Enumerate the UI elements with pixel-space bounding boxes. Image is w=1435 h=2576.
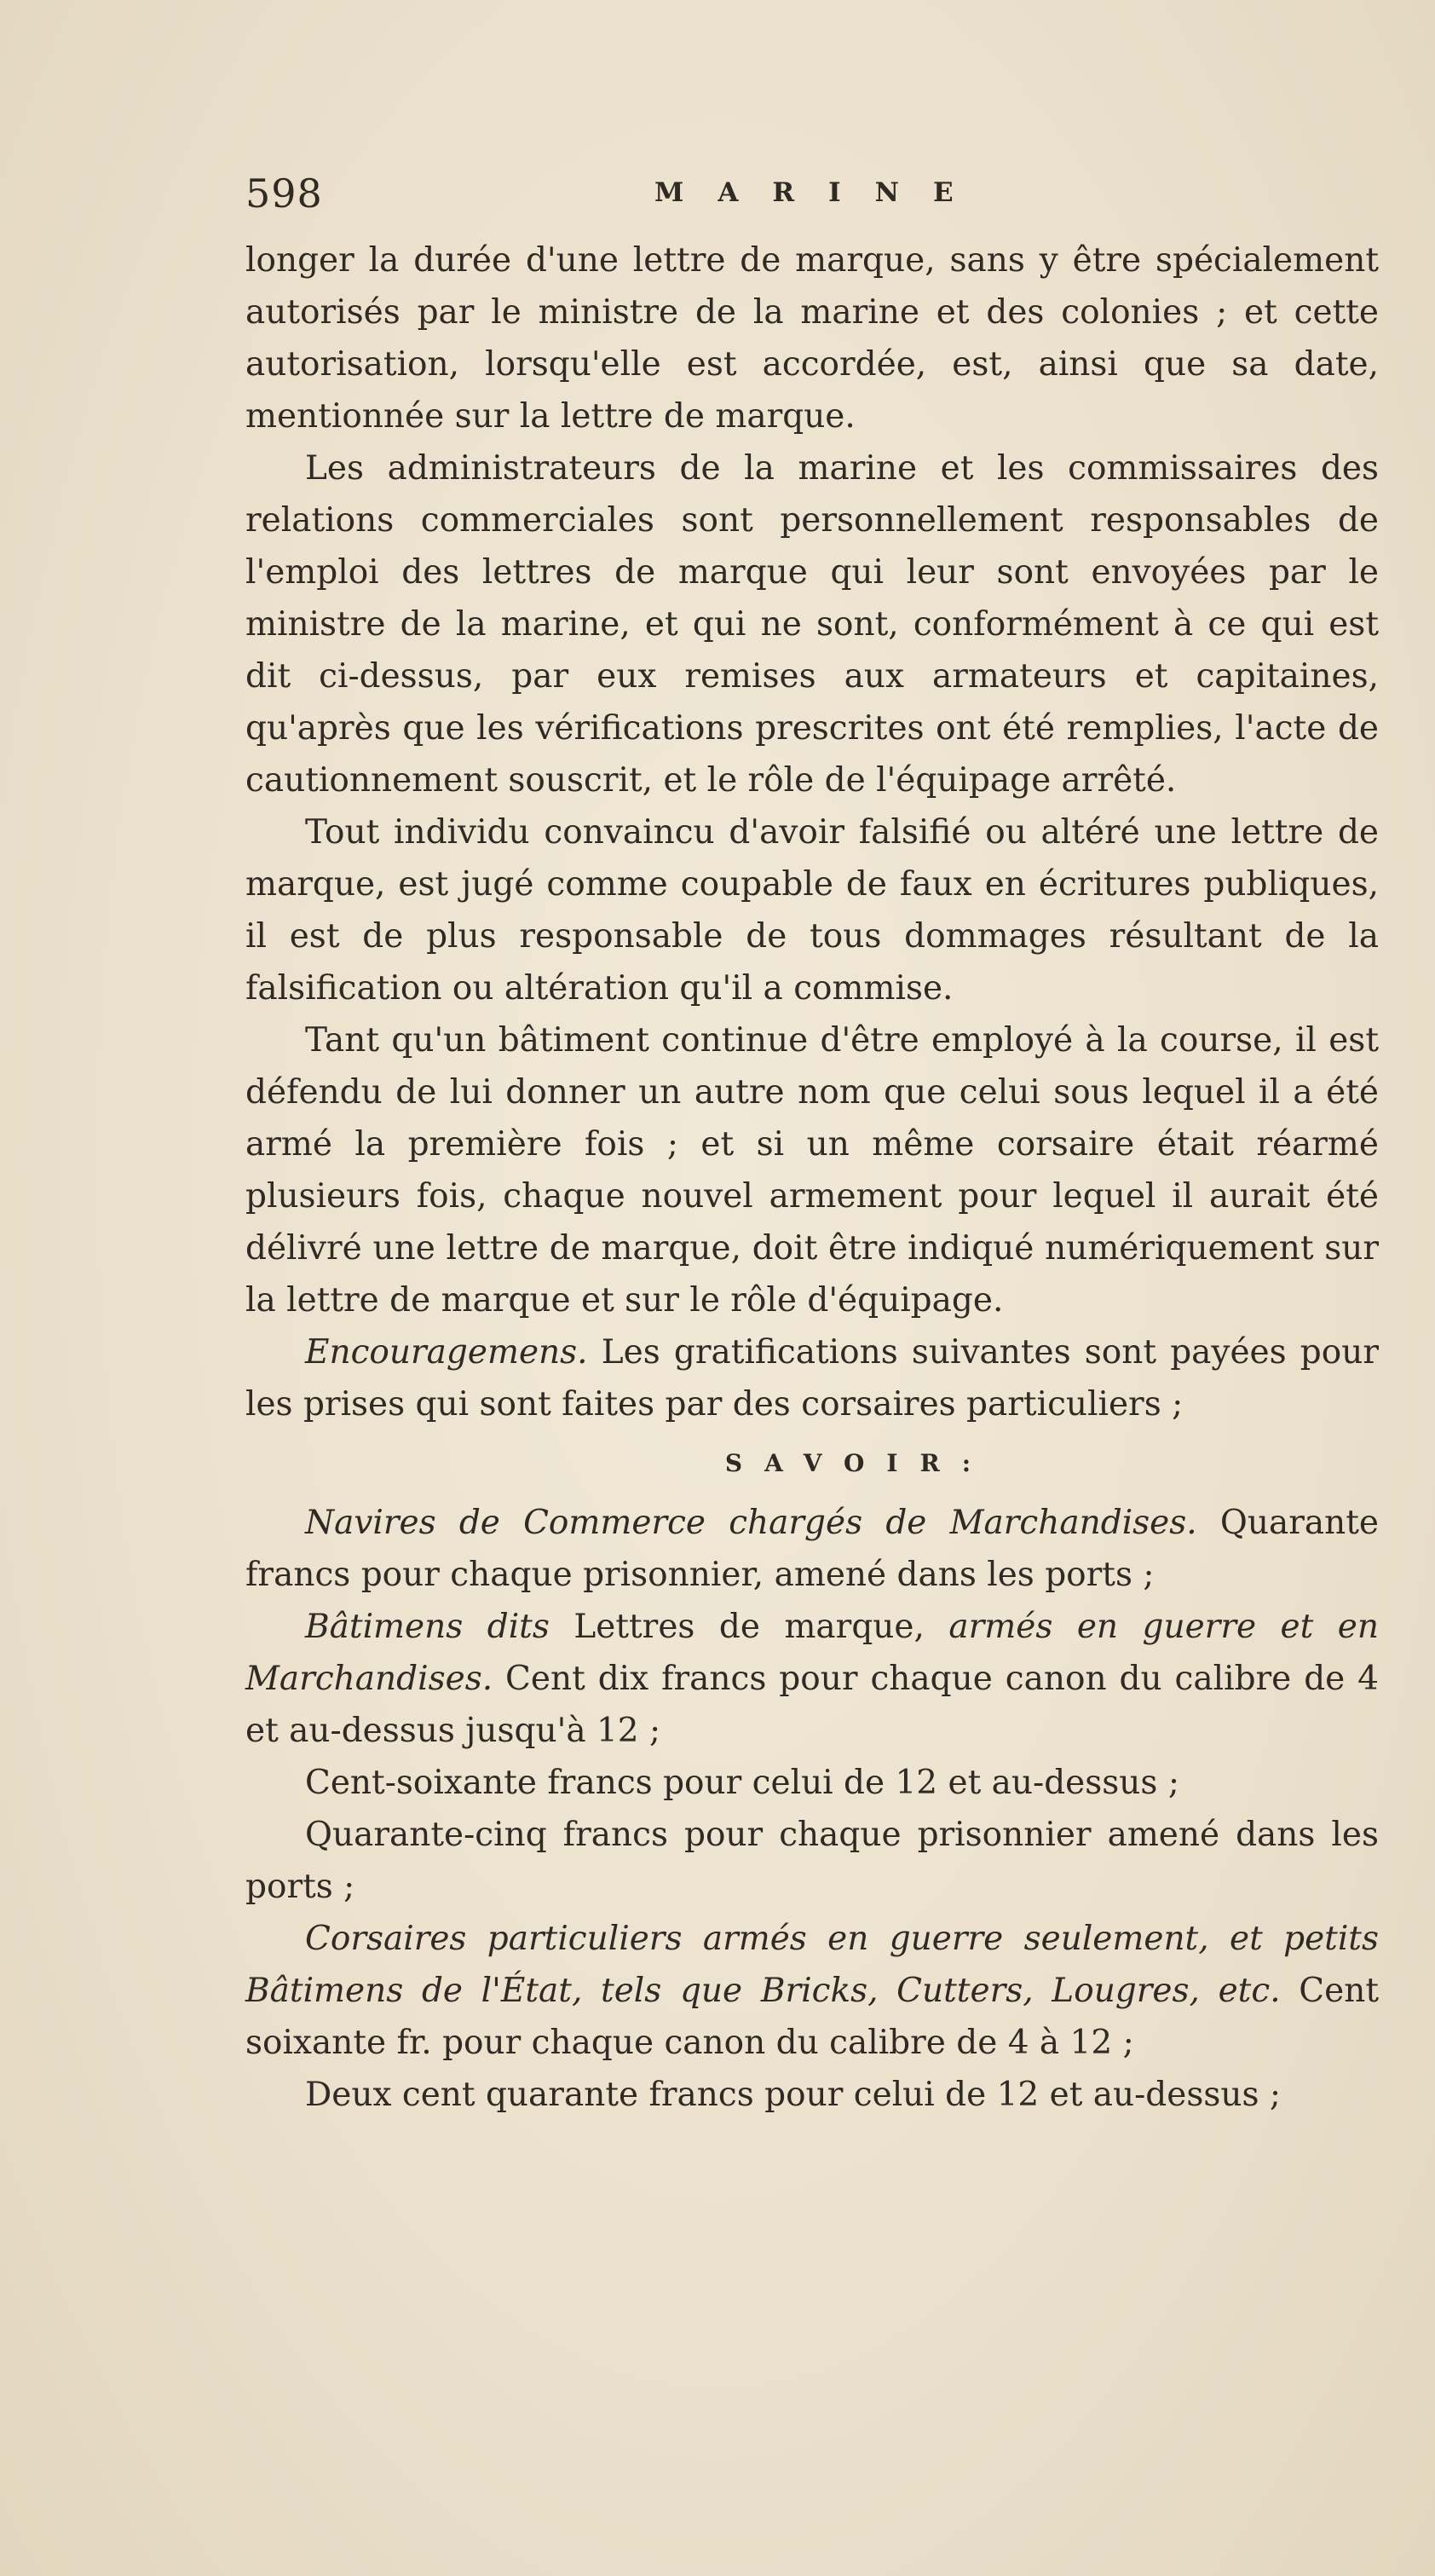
encouragemens-heading: Encouragemens.	[305, 1333, 588, 1372]
paragraph-7-mid: Lettres de marque,	[549, 1608, 949, 1646]
body-text	[245, 234, 1379, 2121]
page-header	[245, 170, 1404, 230]
paragraph-5-text: Les gratifications suivantes sont payées pour les prises qui sont faites par des corsaires particuliers ;	[245, 1333, 1379, 1424]
paragraph-2: Les administrateurs de la marine et les commissaires des relations commerciales sont personnellement responsables de l'emploi des lettres de marque qui leur sont envoyées par le ministre de la marine, et qui ne sont, conformément à ce qui est dit ci-dessus, par eux remises aux armateurs et capitaines, qu'après que les vérifications prescrites ont été remplies, l'acte de cautionnement souscrit, et le rôle de l'équipage arrêté.	[245, 449, 1379, 800]
paragraph-1: longer la durée d'une lettre de marque, sans y être spécialement autorisés par le ministre de la marine et des colonies ; et cette autorisation, lorsqu'elle est accordée, est, ainsi que sa date, mentionnée sur la lettre de marque.	[245, 241, 1379, 436]
paragraph-7	[245, 1601, 1379, 1757]
page-number: 598	[245, 170, 323, 217]
paragraph-10	[245, 1913, 1379, 2069]
paragraph-6	[245, 1497, 1379, 1601]
paragraph-3: Tout individu convaincu d'avoir falsifié ou altéré une lettre de marque, est jugé comme coupable de faux en écritures publiques, il est de plus responsable de tous dommages résultant de la falsification ou altération qu'il a commise.	[245, 813, 1379, 1008]
paragraph-6-text: Quarante francs pour chaque prisonnier, amené dans les ports ;	[245, 1504, 1379, 1594]
paragraph-9: Quarante-cinq francs pour chaque prisonnier amené dans les ports ;	[245, 1816, 1379, 1906]
paragraph-5	[245, 1326, 1379, 1430]
corsaires-heading: Corsaires particuliers armés en guerre seulement, et petits Bâtimens de l'État, tels que Bricks, Cutters, Lougres, etc.	[245, 1920, 1379, 2010]
armes-heading: armés en guerre et en Marchandises.	[245, 1608, 1379, 1698]
paragraph-11: Deux cent quarante francs pour celui de 12 et au-dessus ;	[305, 2076, 1282, 2114]
paragraph-4: Tant qu'un bâtiment continue d'être employé à la course, il est défendu de lui donner un autre nom que celui sous lequel il a été armé la première fois ; et si un même corsaire était réarmé plusieurs fois, chaque nouvel armement pour lequel il aurait été délivré une lettre de marque, doit être indiqué numériquement sur la lettre de marque et sur le rôle d'équipage.	[245, 1021, 1379, 1320]
running-title: MARINE	[654, 177, 988, 208]
batimens-heading: Bâtimens dits	[305, 1608, 550, 1646]
savoir-heading: SAVOIR:	[724, 1449, 994, 1477]
paragraph-8: Cent-soixante francs pour celui de 12 et au-dessus ;	[305, 1764, 1179, 1802]
paragraph-10-text: Cent soixante fr. pour chaque canon du calibre de 4 à 12 ;	[245, 1972, 1379, 2062]
navires-heading: Navires de Commerce chargés de Marchandises.	[305, 1504, 1197, 1542]
paragraph-7-text: Cent dix francs pour chaque canon du calibre de 4 et au-dessus jusqu'à 12 ;	[245, 1660, 1379, 1750]
